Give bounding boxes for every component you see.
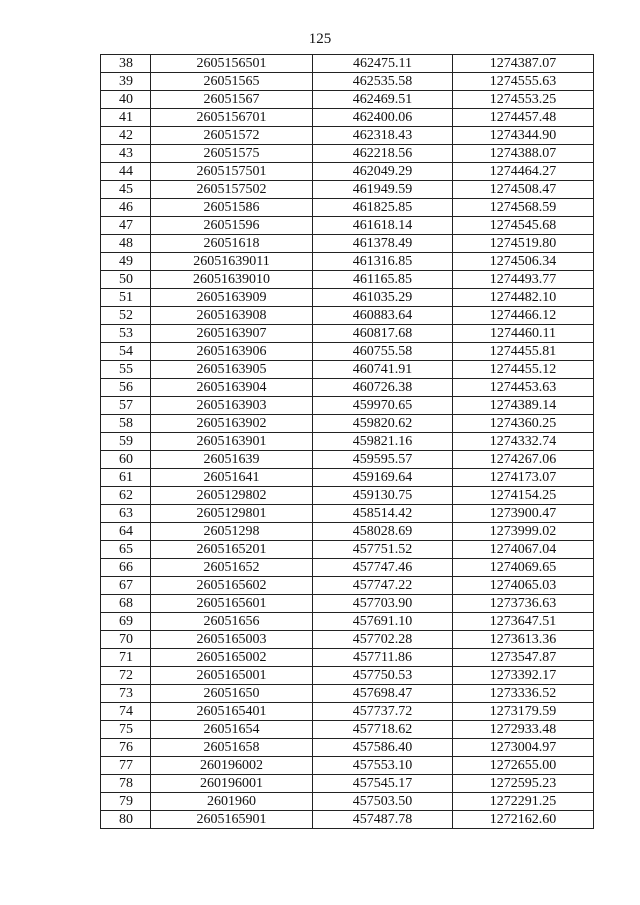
row-index-cell: 53 [101,325,151,343]
row-index-cell: 58 [101,415,151,433]
row-index-cell: 63 [101,505,151,523]
table-row [101,271,594,289]
table-row [101,469,594,487]
y-coordinate-cell: 1274453.63 [453,379,594,397]
y-coordinate-cell: 1274360.25 [453,415,594,433]
y-coordinate-cell: 1274387.07 [453,55,594,73]
point-code-cell: 26051650 [151,685,313,703]
y-coordinate-cell: 1272291.25 [453,793,594,811]
table-row [101,91,594,109]
table-row [101,379,594,397]
coordinates-table [100,54,594,829]
point-code-cell: 2605163907 [151,325,313,343]
y-coordinate-cell: 1273336.52 [453,685,594,703]
x-coordinate-cell: 458514.42 [313,505,453,523]
table-row [101,325,594,343]
x-coordinate-cell: 460741.91 [313,361,453,379]
point-code-cell: 2605165602 [151,577,313,595]
table-row [101,433,594,451]
x-coordinate-cell: 461165.85 [313,271,453,289]
point-code-cell: 26051639010 [151,271,313,289]
table-row [101,253,594,271]
point-code-cell: 2605157501 [151,163,313,181]
table-row [101,631,594,649]
page-number: 125 [308,31,332,47]
point-code-cell: 2605165601 [151,595,313,613]
point-code-cell: 2605165001 [151,667,313,685]
table-row [101,307,594,325]
point-code-cell: 2605163908 [151,307,313,325]
row-index-cell: 44 [101,163,151,181]
point-code-cell: 26051565 [151,73,313,91]
row-index-cell: 65 [101,541,151,559]
x-coordinate-cell: 462049.29 [313,163,453,181]
row-index-cell: 66 [101,559,151,577]
row-index-cell: 73 [101,685,151,703]
row-index-cell: 76 [101,739,151,757]
row-index-cell: 77 [101,757,151,775]
row-index-cell: 78 [101,775,151,793]
point-code-cell: 26051575 [151,145,313,163]
table-row [101,487,594,505]
x-coordinate-cell: 461618.14 [313,217,453,235]
x-coordinate-cell: 457553.10 [313,757,453,775]
x-coordinate-cell: 461035.29 [313,289,453,307]
table-row [101,649,594,667]
x-coordinate-cell: 459169.64 [313,469,453,487]
table-row [101,343,594,361]
point-code-cell: 2605156501 [151,55,313,73]
table-row [101,559,594,577]
x-coordinate-cell: 462535.58 [313,73,453,91]
table-row [101,793,594,811]
point-code-cell: 2605165401 [151,703,313,721]
y-coordinate-cell: 1274506.34 [453,253,594,271]
y-coordinate-cell: 1273647.51 [453,613,594,631]
x-coordinate-cell: 458028.69 [313,523,453,541]
x-coordinate-cell: 462318.43 [313,127,453,145]
table-row [101,685,594,703]
y-coordinate-cell: 1274460.11 [453,325,594,343]
x-coordinate-cell: 462475.11 [313,55,453,73]
row-index-cell: 49 [101,253,151,271]
table-row [101,55,594,73]
x-coordinate-cell: 462469.51 [313,91,453,109]
y-coordinate-cell: 1273613.36 [453,631,594,649]
table-row [101,163,594,181]
y-coordinate-cell: 1274267.06 [453,451,594,469]
x-coordinate-cell: 460817.68 [313,325,453,343]
point-code-cell: 2605163904 [151,379,313,397]
y-coordinate-cell: 1274553.25 [453,91,594,109]
point-code-cell: 2605163906 [151,343,313,361]
y-coordinate-cell: 1274466.12 [453,307,594,325]
y-coordinate-cell: 1274067.04 [453,541,594,559]
y-coordinate-cell: 1274065.03 [453,577,594,595]
y-coordinate-cell: 1274457.48 [453,109,594,127]
table-row [101,289,594,307]
x-coordinate-cell: 461825.85 [313,199,453,217]
table-row [101,217,594,235]
point-code-cell: 26051656 [151,613,313,631]
row-index-cell: 67 [101,577,151,595]
point-code-cell: 26051639 [151,451,313,469]
row-index-cell: 70 [101,631,151,649]
point-code-cell: 2605156701 [151,109,313,127]
row-index-cell: 45 [101,181,151,199]
row-index-cell: 46 [101,199,151,217]
row-index-cell: 72 [101,667,151,685]
y-coordinate-cell: 1273900.47 [453,505,594,523]
x-coordinate-cell: 460726.38 [313,379,453,397]
point-code-cell: 26051298 [151,523,313,541]
row-index-cell: 54 [101,343,151,361]
x-coordinate-cell: 457718.62 [313,721,453,739]
point-code-cell: 260196002 [151,757,313,775]
y-coordinate-cell: 1273004.97 [453,739,594,757]
row-index-cell: 38 [101,55,151,73]
point-code-cell: 2605129801 [151,505,313,523]
row-index-cell: 39 [101,73,151,91]
table-row [101,109,594,127]
row-index-cell: 40 [101,91,151,109]
x-coordinate-cell: 457711.86 [313,649,453,667]
row-index-cell: 74 [101,703,151,721]
point-code-cell: 26051596 [151,217,313,235]
table-row [101,145,594,163]
point-code-cell: 2605165201 [151,541,313,559]
row-index-cell: 43 [101,145,151,163]
row-index-cell: 52 [101,307,151,325]
table-row [101,721,594,739]
y-coordinate-cell: 1274332.74 [453,433,594,451]
row-index-cell: 60 [101,451,151,469]
point-code-cell: 2605163909 [151,289,313,307]
table-row [101,397,594,415]
table-row [101,73,594,91]
point-code-cell: 26051641 [151,469,313,487]
row-index-cell: 75 [101,721,151,739]
table-row [101,127,594,145]
y-coordinate-cell: 1274388.07 [453,145,594,163]
x-coordinate-cell: 457750.53 [313,667,453,685]
table-row [101,541,594,559]
table-row [101,757,594,775]
table-row [101,739,594,757]
x-coordinate-cell: 462218.56 [313,145,453,163]
y-coordinate-cell: 1273547.87 [453,649,594,667]
y-coordinate-cell: 1272162.60 [453,811,594,829]
y-coordinate-cell: 1272595.23 [453,775,594,793]
x-coordinate-cell: 457703.90 [313,595,453,613]
table-row [101,577,594,595]
y-coordinate-cell: 1274455.81 [453,343,594,361]
x-coordinate-cell: 459130.75 [313,487,453,505]
y-coordinate-cell: 1273999.02 [453,523,594,541]
point-code-cell: 2605163901 [151,433,313,451]
table-row [101,181,594,199]
coordinates-table-body [101,55,594,829]
x-coordinate-cell: 457747.46 [313,559,453,577]
x-coordinate-cell: 457698.47 [313,685,453,703]
y-coordinate-cell: 1274545.68 [453,217,594,235]
table-row [101,523,594,541]
table-row [101,667,594,685]
y-coordinate-cell: 1274069.65 [453,559,594,577]
y-coordinate-cell: 1274455.12 [453,361,594,379]
y-coordinate-cell: 1274389.14 [453,397,594,415]
y-coordinate-cell: 1274154.25 [453,487,594,505]
row-index-cell: 80 [101,811,151,829]
row-index-cell: 69 [101,613,151,631]
y-coordinate-cell: 1274344.90 [453,127,594,145]
point-code-cell: 26051618 [151,235,313,253]
row-index-cell: 79 [101,793,151,811]
point-code-cell: 2605165901 [151,811,313,829]
point-code-cell: 2605129802 [151,487,313,505]
x-coordinate-cell: 457702.28 [313,631,453,649]
y-coordinate-cell: 1274173.07 [453,469,594,487]
row-index-cell: 56 [101,379,151,397]
x-coordinate-cell: 457487.78 [313,811,453,829]
x-coordinate-cell: 457545.17 [313,775,453,793]
table-row [101,415,594,433]
y-coordinate-cell: 1273179.59 [453,703,594,721]
x-coordinate-cell: 457747.22 [313,577,453,595]
point-code-cell: 26051572 [151,127,313,145]
x-coordinate-cell: 457503.50 [313,793,453,811]
row-index-cell: 57 [101,397,151,415]
row-index-cell: 61 [101,469,151,487]
y-coordinate-cell: 1274508.47 [453,181,594,199]
point-code-cell: 2605163903 [151,397,313,415]
x-coordinate-cell: 457691.10 [313,613,453,631]
row-index-cell: 68 [101,595,151,613]
table-row [101,451,594,469]
table-row [101,703,594,721]
point-code-cell: 26051652 [151,559,313,577]
point-code-cell: 2605165003 [151,631,313,649]
y-coordinate-cell: 1274555.63 [453,73,594,91]
row-index-cell: 50 [101,271,151,289]
x-coordinate-cell: 459595.57 [313,451,453,469]
x-coordinate-cell: 461316.85 [313,253,453,271]
row-index-cell: 48 [101,235,151,253]
y-coordinate-cell: 1273392.17 [453,667,594,685]
point-code-cell: 2601960 [151,793,313,811]
point-code-cell: 2605163902 [151,415,313,433]
table-row [101,505,594,523]
point-code-cell: 26051567 [151,91,313,109]
table-row [101,613,594,631]
row-index-cell: 71 [101,649,151,667]
row-index-cell: 55 [101,361,151,379]
y-coordinate-cell: 1274568.59 [453,199,594,217]
y-coordinate-cell: 1274519.80 [453,235,594,253]
x-coordinate-cell: 459821.16 [313,433,453,451]
x-coordinate-cell: 461378.49 [313,235,453,253]
x-coordinate-cell: 459820.62 [313,415,453,433]
x-coordinate-cell: 460755.58 [313,343,453,361]
table-row [101,235,594,253]
x-coordinate-cell: 461949.59 [313,181,453,199]
y-coordinate-cell: 1272933.48 [453,721,594,739]
table-row [101,775,594,793]
point-code-cell: 26051658 [151,739,313,757]
point-code-cell: 26051654 [151,721,313,739]
table-row [101,595,594,613]
row-index-cell: 47 [101,217,151,235]
table-row [101,811,594,829]
x-coordinate-cell: 460883.64 [313,307,453,325]
y-coordinate-cell: 1274482.10 [453,289,594,307]
point-code-cell: 2605165002 [151,649,313,667]
point-code-cell: 2605157502 [151,181,313,199]
table-row [101,199,594,217]
y-coordinate-cell: 1274464.27 [453,163,594,181]
x-coordinate-cell: 457586.40 [313,739,453,757]
row-index-cell: 42 [101,127,151,145]
x-coordinate-cell: 457737.72 [313,703,453,721]
table-row [101,361,594,379]
point-code-cell: 26051639011 [151,253,313,271]
point-code-cell: 2605163905 [151,361,313,379]
x-coordinate-cell: 462400.06 [313,109,453,127]
point-code-cell: 26051586 [151,199,313,217]
row-index-cell: 62 [101,487,151,505]
row-index-cell: 41 [101,109,151,127]
y-coordinate-cell: 1274493.77 [453,271,594,289]
row-index-cell: 64 [101,523,151,541]
x-coordinate-cell: 459970.65 [313,397,453,415]
y-coordinate-cell: 1272655.00 [453,757,594,775]
point-code-cell: 260196001 [151,775,313,793]
row-index-cell: 51 [101,289,151,307]
x-coordinate-cell: 457751.52 [313,541,453,559]
row-index-cell: 59 [101,433,151,451]
y-coordinate-cell: 1273736.63 [453,595,594,613]
